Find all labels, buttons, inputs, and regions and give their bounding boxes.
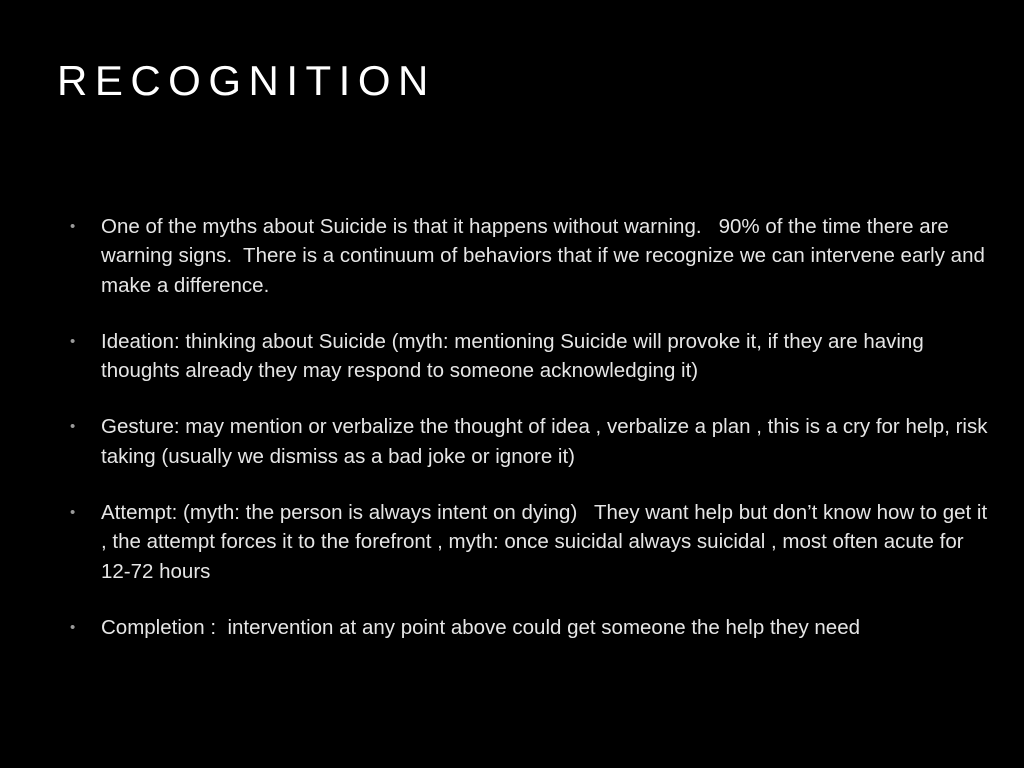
bullet-text: Completion : intervention at any point above could get someone the help they need xyxy=(101,615,861,639)
bullet-item xyxy=(70,498,993,586)
bullet-item xyxy=(70,613,990,642)
bullet-list xyxy=(70,212,994,669)
bullet-item xyxy=(70,412,994,471)
bullet-dot-icon: • xyxy=(70,332,76,350)
bullet-item xyxy=(70,212,990,300)
bullet-text: Ideation: thinking about Suicide (myth: mentioning Suicide will provoke it, if they are having thoughts already they may respond to someone acknowledging it) xyxy=(101,329,930,383)
bullet-dot-icon: • xyxy=(70,418,76,436)
bullet-text: Attempt: (myth: the person is always intent on dying) They want help but don’t know how to get it , the attempt forces it to the forefront , myth: once suicidal always suicidal , most often acute for 12-72 hours xyxy=(101,501,993,583)
bullet-text: One of the myths about Suicide is that it happens without warning. 90% of the time there are warning signs. There is a continuum of behaviors that if we recognize we can intervene early and make a difference. xyxy=(101,215,991,297)
bullet-item xyxy=(70,327,990,386)
bullet-dot-icon: • xyxy=(70,618,76,636)
slide-title: RECOGNITION xyxy=(57,57,436,104)
bullet-dot-icon: • xyxy=(70,504,76,522)
bullet-dot-icon: • xyxy=(70,218,76,235)
bullet-text: Gesture: may mention or verbalize the thought of idea , verbalize a plan , this is a cry for help, risk taking (usually we dismiss as a bad joke or ignore it) xyxy=(101,415,994,468)
